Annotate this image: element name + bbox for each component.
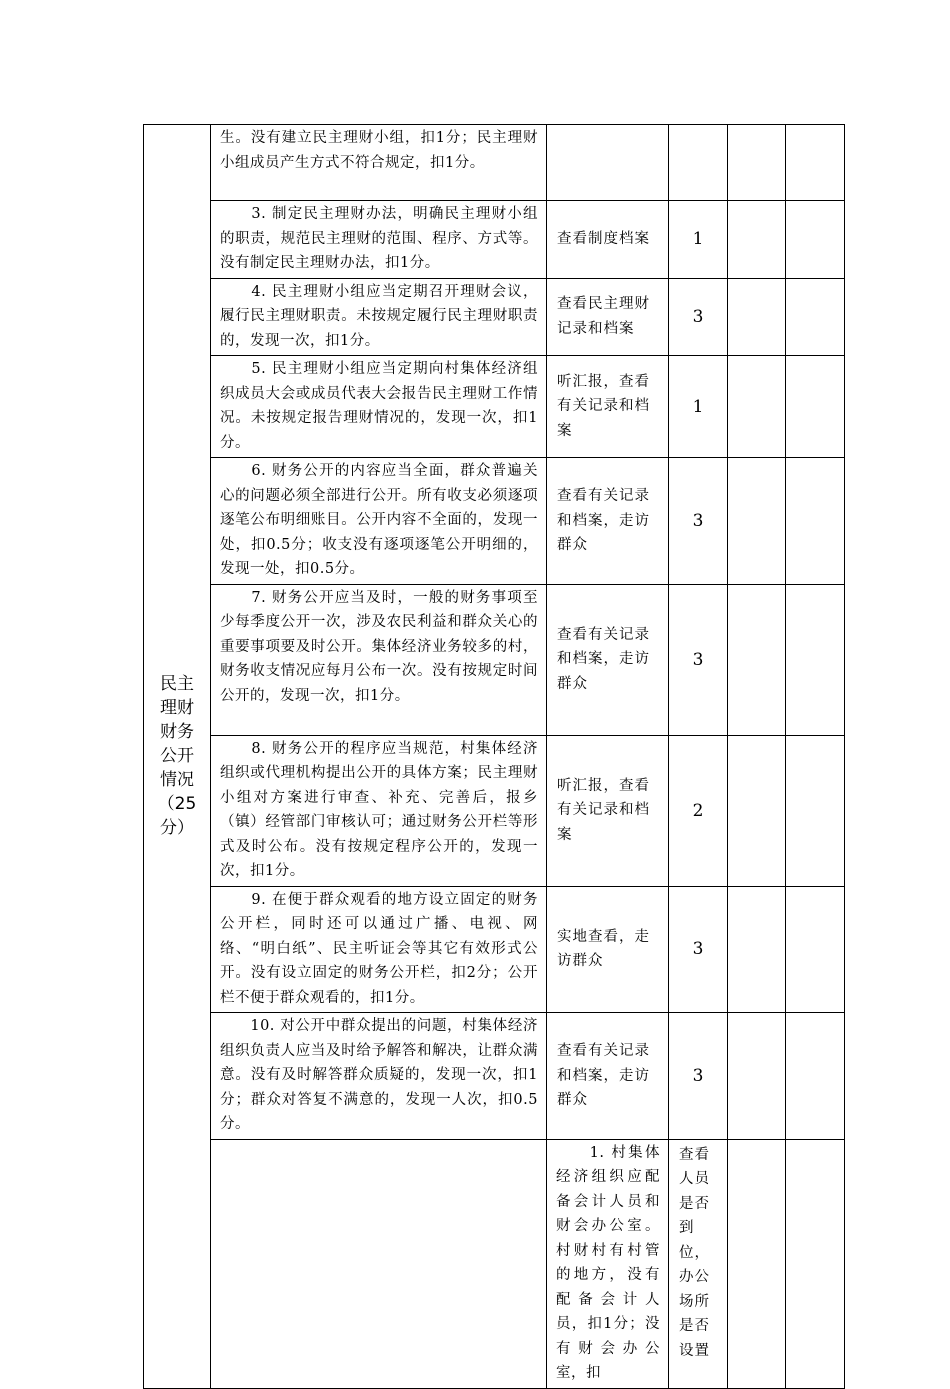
blank-cell — [786, 1013, 845, 1140]
blank-cell — [728, 735, 786, 886]
score-cell: 3 — [669, 278, 728, 356]
table-row — [144, 584, 845, 735]
table-row — [144, 1013, 845, 1140]
criteria-cell: 生。没有建立民主理财小组，扣1分；民主理财小组成员产生方式不符合规定，扣1分。 — [211, 125, 547, 201]
criteria-cell: 3. 制定民主理财办法，明确民主理财小组的职责，规范民主理财的范围、程序、方式等。没有制定民主理财办法，扣1分。 — [211, 201, 547, 279]
score-cell — [669, 125, 728, 201]
blank-cell — [786, 278, 845, 356]
table-row — [144, 458, 845, 585]
score-cell: 1 — [669, 356, 728, 458]
blank-cell — [728, 125, 786, 201]
blank-cell — [786, 584, 845, 735]
table-row — [144, 278, 845, 356]
criteria-cell: 10. 对公开中群众提出的问题，村集体经济组织负责人应当及时给予解答和解决，让群众满意。没有及时解答群众质疑的，发现一次，扣1分；群众对答复不满意的，发现一人次，扣0.5分。 — [211, 1013, 547, 1140]
category-cell — [144, 125, 211, 1389]
table-row — [144, 735, 845, 886]
table-row — [144, 356, 845, 458]
criteria-cell: 6. 财务公开的内容应当全面，群众普遍关心的问题必须全部进行公开。所有收支必须逐项逐笔公布明细账目。公开内容不全面的，发现一处，扣0.5分；收支没有逐项逐笔公开明细的，发现一处，扣0.5分。 — [211, 458, 547, 585]
method-cell: 查看民主理财记录和档案 — [547, 278, 669, 356]
method-cell: 查看有关记录和档案，走访群众 — [547, 584, 669, 735]
method-cell: 查看有关记录和档案，走访群众 — [547, 1013, 669, 1140]
score-cell: 3 — [669, 1013, 728, 1140]
method-cell — [547, 125, 669, 201]
criteria-cell: 4. 民主理财小组应当定期召开理财会议，履行民主理财职责。未按规定履行民主理财职责的，发现一次，扣1分。 — [211, 278, 547, 356]
blank-cell — [786, 201, 845, 279]
blank-cell — [786, 1139, 845, 1388]
method-cell: 听汇报，查看有关记录和档案 — [547, 356, 669, 458]
criteria-cell: 7. 财务公开应当及时，一般的财务事项至少每季度公开一次，涉及农民利益和群众关心的重要事项要及时公开。集体经济业务较多的村，财务收支情况应每月公布一次。没有按规定时间公开的，发现一次，扣1分。 — [211, 584, 547, 735]
method-cell: 查看有关记录和档案，走访群众 — [547, 458, 669, 585]
blank-cell — [728, 458, 786, 585]
table-row — [144, 201, 845, 279]
blank-cell — [786, 735, 845, 886]
evaluation-table — [143, 124, 845, 1389]
score-cell: 1 — [669, 201, 728, 279]
blank-cell — [786, 886, 845, 1013]
method-cell: 听汇报，查看有关记录和档案 — [547, 735, 669, 886]
blank-cell — [728, 278, 786, 356]
blank-cell — [728, 356, 786, 458]
table-row — [144, 125, 845, 201]
criteria-cell: 8. 财务公开的程序应当规范，村集体经济组织或代理机构提出公开的具体方案；民主理财小组对方案进行审查、补充、完善后，报乡（镇）经管部门审核认可；通过财务公开栏等形式及时公布。没有按规定程序公开的，发现一次，扣1分。 — [211, 735, 547, 886]
blank-cell — [786, 125, 845, 201]
criteria-cell: 5. 民主理财小组应当定期向村集体经济组织成员大会或成员代表大会报告民主理财工作情况。未按规定报告理财情况的，发现一次，扣1分。 — [211, 356, 547, 458]
criteria-cell: 1. 村集体经济组织应配备会计人员和财会办公室。村财村有村管的地方，没有配备会计人员，扣1分；没有财会办公室，扣 — [547, 1139, 669, 1388]
score-cell: 3 — [669, 458, 728, 585]
blank-cell — [786, 458, 845, 585]
method-cell: 实地查看，走访群众 — [547, 886, 669, 1013]
score-cell: 2 — [669, 735, 728, 886]
blank-cell — [728, 201, 786, 279]
criteria-cell: 9. 在便于群众观看的地方设立固定的财务公开栏，同时还可以通过广播、电视、网络、“明白纸”、民主听证会等其它有效形式公开。没有设立固定的财务公开栏，扣2分；公开栏不便于群众观看的，扣1分。 — [211, 886, 547, 1013]
table-row — [144, 1139, 845, 1388]
blank-cell — [728, 584, 786, 735]
blank-cell — [728, 1013, 786, 1140]
category-label: 民主理财财务公开情况（25分） — [157, 674, 197, 839]
next-category-cell — [211, 1139, 547, 1388]
score-cell: 3 — [669, 584, 728, 735]
score-cell: 3 — [669, 886, 728, 1013]
blank-cell — [728, 886, 786, 1013]
score-cell — [728, 1139, 786, 1388]
table-row — [144, 886, 845, 1013]
blank-cell — [786, 356, 845, 458]
method-cell: 查看人员是否到位，办公场所是否设置 — [669, 1139, 728, 1388]
method-cell: 查看制度档案 — [547, 201, 669, 279]
